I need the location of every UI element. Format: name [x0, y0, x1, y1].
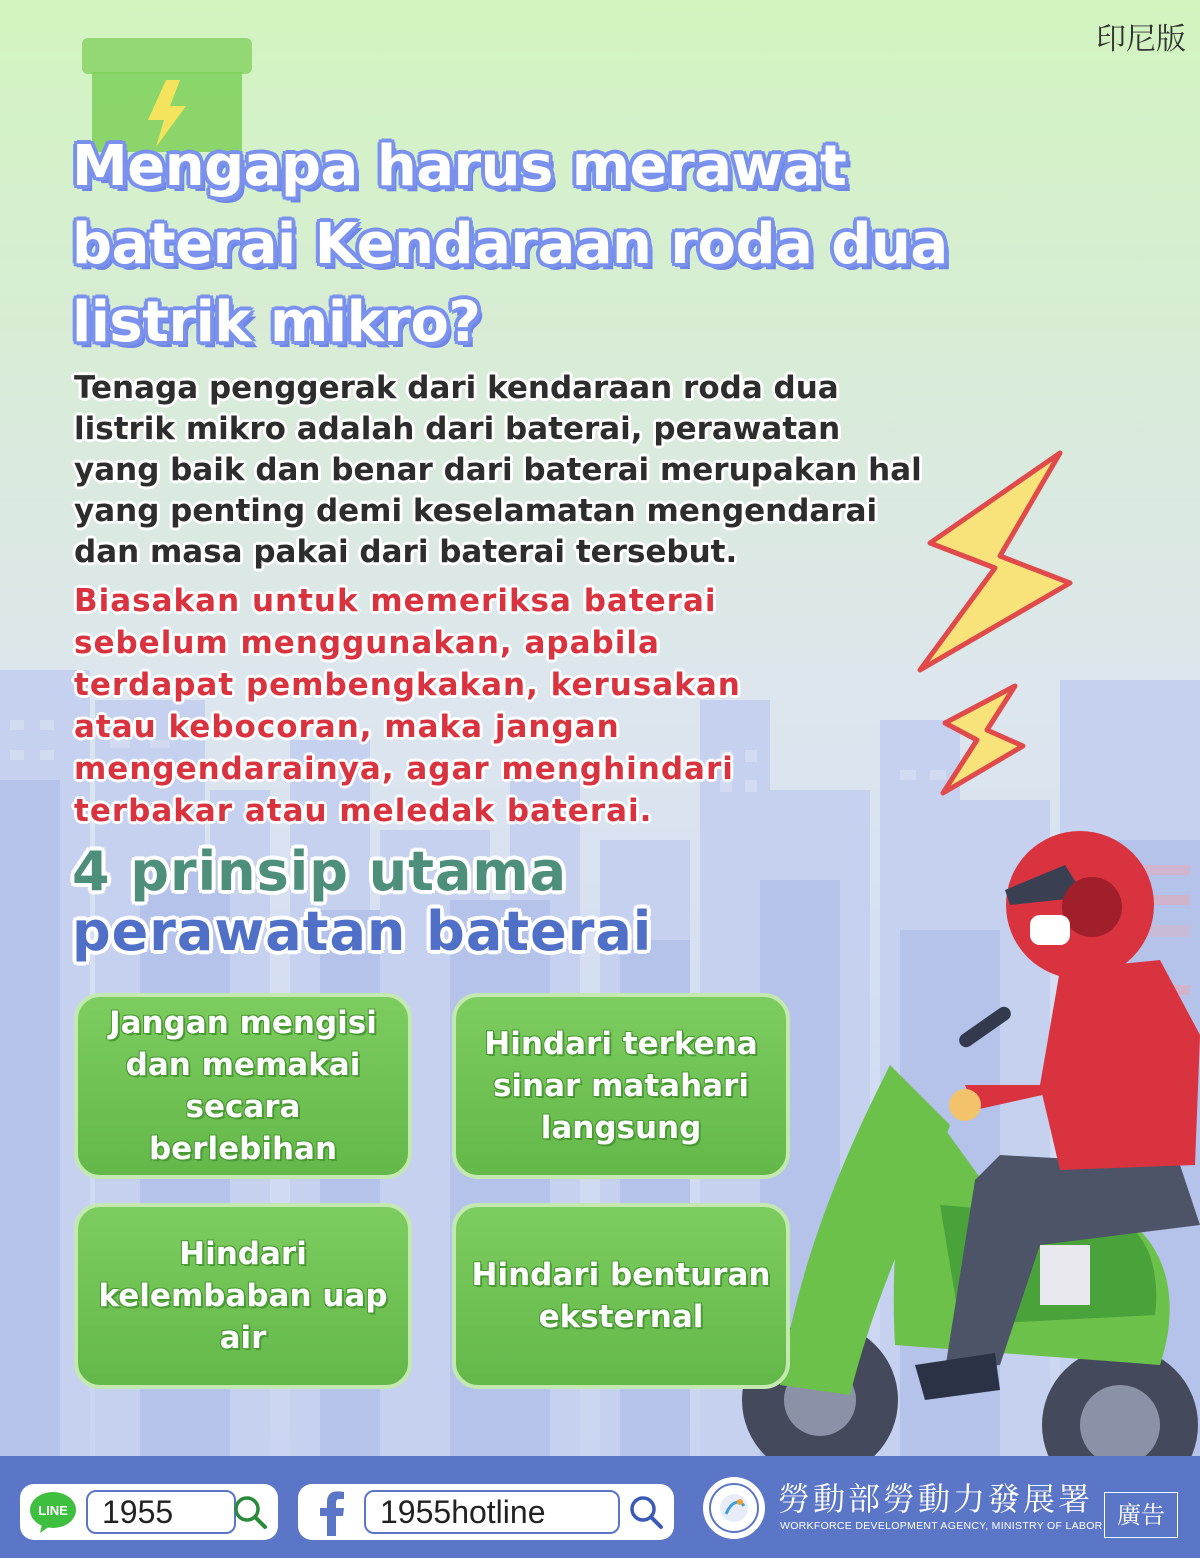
principle-card-4 — [452, 1203, 790, 1389]
principle-card-3-text: Hindari kelembaban uap air — [98, 1236, 388, 1356]
search-icon[interactable] — [628, 1494, 664, 1530]
principle-card-1-text: Jangan mengisi dan memakai secara berlebihan — [109, 1005, 377, 1167]
line-search-box[interactable] — [20, 1484, 278, 1540]
intro-paragraph: Tenaga penggerak dari kendaraan roda dua listrik mikro adalah dari baterai, perawatan yang baik dan benar dari baterai merupakan hal yang penting demi keselamatan mengendarai dan masa pakai dari baterai tersebut. — [74, 370, 922, 570]
language-tag: 印尼版 — [1096, 22, 1186, 57]
principle-card-2 — [452, 993, 790, 1179]
principle-card-4-text: Hindari benturan eksternal — [471, 1257, 771, 1335]
search-icon[interactable] — [232, 1494, 268, 1530]
principle-card-1 — [74, 993, 412, 1179]
subtitle-line-1: 4 prinsip utama — [72, 840, 568, 903]
line-id-field[interactable]: 1955 — [86, 1490, 236, 1534]
line-logo-icon — [28, 1490, 78, 1534]
principle-card-2-text: Hindari terkena sinar matahari langsung — [484, 1026, 758, 1146]
facebook-id-field[interactable]: 1955hotline — [364, 1490, 620, 1534]
agency-name-english: WORKFORCE DEVELOPMENT AGENCY, MINISTRY OF LABOR — [780, 1520, 1103, 1532]
footer-bar — [0, 1456, 1200, 1558]
agency-name-chinese: 勞動部勞動力發展署 — [778, 1480, 1094, 1518]
section-subtitle — [72, 842, 772, 962]
lightning-bolt-icon — [915, 448, 1075, 808]
subtitle-line-2: perawatan baterai — [72, 900, 653, 963]
facebook-search-box[interactable] — [298, 1484, 674, 1540]
page-title: Mengapa harus merawat baterai Kendaraan roda dua listrik mikro? — [72, 134, 948, 355]
agency-seal-icon — [702, 1476, 766, 1540]
advertisement-tag: 廣告 — [1104, 1492, 1178, 1538]
facebook-logo-icon — [310, 1488, 354, 1536]
line-logo-text: LINE — [38, 1503, 68, 1518]
scooter-rider-illustration — [740, 825, 1200, 1460]
warning-paragraph: Biasakan untuk memeriksa baterai sebelum menggunakan, apabila terdapat pembengkakan, kerusakan atau kebocoran, maka jangan mengendarainya, agar menghindari terbakar atau meledak baterai. — [74, 583, 741, 829]
principle-card-3 — [74, 1203, 412, 1389]
